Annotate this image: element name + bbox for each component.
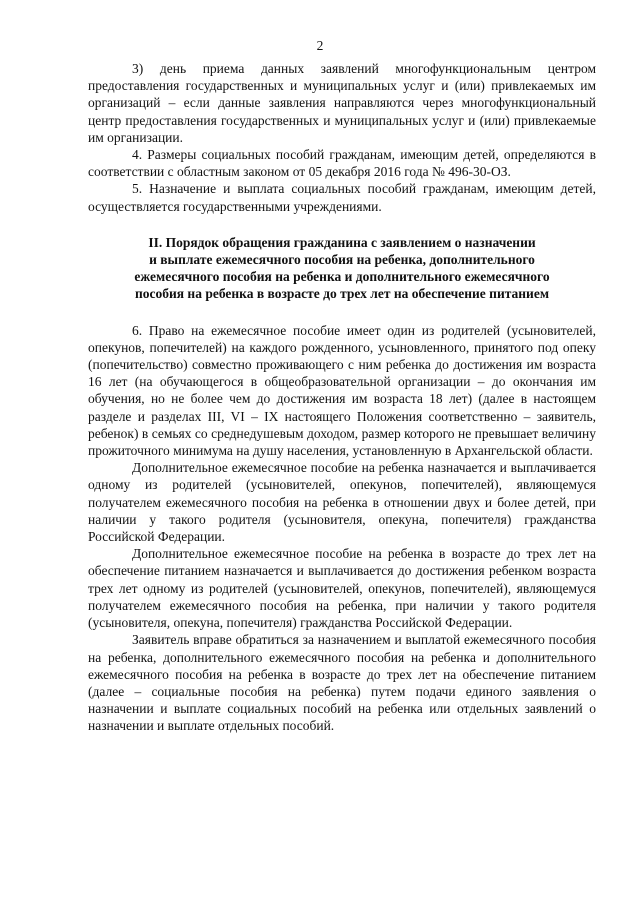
section-heading-line: и выплате ежемесячного пособия на ребенка, дополнительного xyxy=(149,252,535,268)
paragraph-item-6-right-to-benefit: 6. Право на ежемесячное пособие имеет один из родителей (усыновителей, опекунов, попечителей) на каждого рожденного, усыновленного, принятого под опеку (попечительство) совместно проживающего с ним ребенка до достижения им возраста 16 лет (на обучающегося в общеобразовательной организации – до окончания им обучения, но не более чем до достижения им возраста 18 лет) (далее в настоящем разделе и разделах III, VI – IX настоящего Положения соответственно – заявитель, ребенок) в семьях со среднедушевым доходом, размер которого не превышает величину прожиточного минимума на душу населения, установленную в Архангельской области. xyxy=(88,322,596,459)
section-heading-line: ежемесячного пособия на ребенка и дополнительного ежемесячного xyxy=(134,269,550,285)
paragraph-item-4-benefit-amounts: 4. Размеры социальных пособий гражданам, имеющим детей, определяются в соответствии с областным законом от 05 декабря 2016 года № 496-30-ОЗ. xyxy=(88,147,596,180)
paragraph-nutrition-benefit: Дополнительное ежемесячное пособие на ребенка в возрасте до трех лет на обеспечение питанием назначается и выплачивается до достижения ребенком возраста трех лет одному из родителей (усыновителей, опекунов, попечителей), являющемуся получателем ежемесячного пособия на ребенка, при наличии у такого родителя (усыновителя, опекуна, попечителя) гражданства Российской Федерации. xyxy=(88,546,596,631)
section-heading xyxy=(88,234,596,303)
paragraph-additional-monthly-benefit: Дополнительное ежемесячное пособие на ребенка назначается и выплачивается одному из родителей (усыновителей, опекунов, попечителей), являющемуся получателем ежемесячного пособия на ребенка в отношении двух и более детей, при наличии у такого родителя (усыновителя, опекуна, попечителя) гражданства Российской Федерации. xyxy=(88,460,596,545)
page-number: 2 xyxy=(316,38,324,53)
paragraph-item-5-assignment-payment: 5. Назначение и выплата социальных пособий гражданам, имеющим детей, осуществляется государственными учреждениями. xyxy=(88,181,596,214)
paragraph-item-3-day-of-receipt: 3) день приема данных заявлений многофункциональным центром предоставления государственных и муниципальных услуг и (или) привлекаемых им организаций – если данные заявления направляются через многофункциональный центр предоставления государственных и муниципальных услуг и (или) привлекаемые им организации. xyxy=(88,61,596,145)
section-heading-line: II. Порядок обращения гражданина с заявлением о назначении xyxy=(148,234,536,250)
document-body xyxy=(88,60,596,735)
section-heading-line: пособия на ребенка в возрасте до трех лет на обеспечение питанием xyxy=(134,286,550,302)
paragraph-single-application: Заявитель вправе обратиться за назначением и выплатой ежемесячного пособия на ребенка, дополнительного ежемесячного пособия на ребенка и дополнительного ежемесячного пособия на ребенка в возрасте до трех лет на обеспечение питанием (далее – социальные пособия на ребенка) путем подачи единого заявления о назначении и выплате социальных пособий на ребенка или отдельных заявлений о назначении и выплате отдельных пособий. xyxy=(88,632,596,734)
